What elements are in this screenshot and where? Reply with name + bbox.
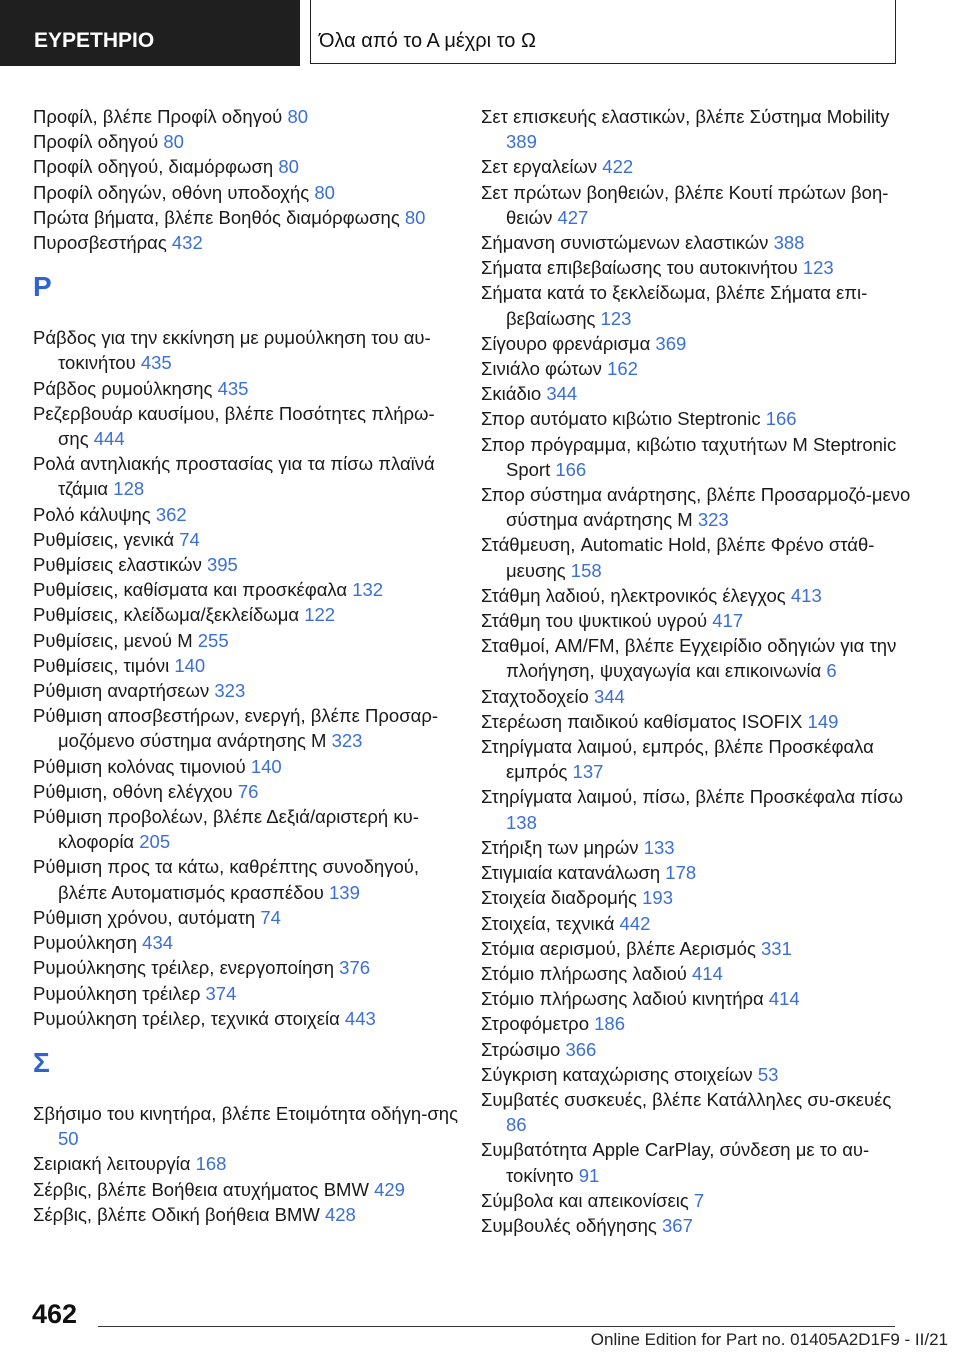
index-entry-page-link[interactable]: 168 <box>195 1153 227 1175</box>
index-entry <box>481 532 911 582</box>
index-entry-page-link[interactable]: 344 <box>593 685 625 707</box>
index-entry-page-link[interactable]: 122 <box>304 604 336 626</box>
index-entry-term: Ρύθμιση προς τα κάτω, καθρέπτης συνοδηγού, βλέπε Αυτοματισμός κρασπέδου <box>33 856 420 903</box>
index-entry <box>33 376 463 401</box>
index-entry-term: Προφίλ, βλέπε Προφίλ οδηγού <box>33 106 283 127</box>
index-entry-page-link[interactable]: 123 <box>802 257 834 279</box>
index-entry <box>481 961 911 986</box>
index-entry <box>481 331 911 356</box>
index-entry-page-link[interactable]: 414 <box>692 962 723 984</box>
index-entry-page-link[interactable]: 166 <box>765 408 797 430</box>
index-entry-page-link[interactable]: 442 <box>619 912 651 934</box>
index-entry-page-link[interactable]: 132 <box>352 579 384 601</box>
index-entry-page-link[interactable]: 389 <box>506 131 537 153</box>
index-entry-term: Προφίλ οδηγού <box>33 131 159 153</box>
index-entry-page-link[interactable]: 366 <box>565 1038 597 1060</box>
index-entry <box>33 230 463 255</box>
index-entry-page-link[interactable]: 429 <box>374 1178 405 1200</box>
index-entry-page-link[interactable]: 140 <box>174 654 206 676</box>
index-entry-term: Ρυθμίσεις, μενού M <box>33 629 193 651</box>
index-entry <box>33 754 463 779</box>
index-entry-term: Σινιάλο φώτων <box>481 358 602 380</box>
index-entry <box>33 804 463 854</box>
index-entry <box>33 1006 463 1031</box>
page-number: 462 <box>32 1299 78 1329</box>
index-entry <box>33 1202 463 1227</box>
index-entry-term: Συμβατές συσκευές, βλέπε Κατάλληλες συ-σκευές <box>481 1088 892 1110</box>
index-entry-term: Σέρβις, βλέπε Βοήθεια ατυχήματος BMW <box>33 1178 369 1200</box>
index-entry-page-link[interactable]: 414 <box>768 988 800 1010</box>
index-entry-page-link[interactable]: 6 <box>826 660 837 682</box>
index-entry <box>481 1037 911 1062</box>
index-entry-page-link[interactable]: 74 <box>260 906 281 928</box>
index-entry-term: Ρύθμιση προβολέων, βλέπε Δεξιά/αριστερή κυ-κλοφορία <box>33 806 419 853</box>
index-entry-term: Σπορ σύστημα ανάρτησης, βλέπε Προσαρμοζό-μενο σύστημα ανάρτησης M <box>481 484 911 531</box>
page-header <box>0 0 960 66</box>
index-entry-term: Στροφόμετρο <box>481 1013 589 1035</box>
index-entry-page-link[interactable]: 7 <box>693 1189 705 1211</box>
index-entry <box>481 381 911 406</box>
index-entry-term: Ρύθμιση αποσβεστήρων, ενεργή, βλέπε Προσαρ-μοζόμενο σύστημα ανάρτησης M <box>33 705 439 752</box>
index-entry <box>481 1137 911 1187</box>
index-entry-page-link[interactable]: 434 <box>142 932 174 954</box>
index-entry-term: Ρεζερβουάρ καυσίμου, βλέπε Ποσότητες πλήρω-σης <box>33 402 435 450</box>
index-entry <box>33 577 463 602</box>
index-entry-page-link[interactable]: 80 <box>278 156 299 178</box>
index-entry-page-link[interactable]: 323 <box>697 509 729 531</box>
index-entry-term: Σταχτοδοχείο <box>481 685 589 707</box>
index-entry-term: Στοιχεία διαδρομής <box>481 887 637 909</box>
index-entry-term: Σειριακή λειτουργία <box>33 1153 191 1175</box>
index-entry-page-link[interactable]: 178 <box>665 862 697 884</box>
index-entry-page-link[interactable]: 427 <box>557 206 589 228</box>
index-entry <box>481 255 911 280</box>
index-entry-term: Ρυθμίσεις, γενικά <box>33 528 175 550</box>
index-column-right <box>481 104 911 1238</box>
section-tab: ΕΥΡΕΤΗΡΙΟ <box>0 0 300 66</box>
index-entry <box>481 936 911 961</box>
index-entry-page-link[interactable]: 362 <box>155 503 187 525</box>
index-entry <box>33 552 463 577</box>
index-entry-term: Συμβουλές οδήγησης <box>481 1214 657 1236</box>
index-entry <box>481 860 911 885</box>
index-entry <box>33 628 463 653</box>
index-entry <box>33 502 463 527</box>
index-entry-page-link[interactable]: 76 <box>237 780 259 802</box>
index-entry <box>33 905 463 930</box>
index-entry-page-link[interactable]: 344 <box>546 383 578 405</box>
index-column-left <box>33 104 463 1227</box>
index-entry-page-link[interactable]: 74 <box>179 528 200 550</box>
index-entry <box>481 835 911 860</box>
index-entry-term: Πυροσβεστήρας <box>33 232 167 254</box>
index-entry-term: Ρύθμιση, οθόνη ελέγχου <box>33 780 233 802</box>
index-entry-page-link[interactable]: 374 <box>205 982 237 1004</box>
index-entry-term: Στοιχεία, τεχνικά <box>481 912 615 934</box>
index-entry <box>33 981 463 1006</box>
index-entry-term: Ρύθμιση χρόνου, αυτόματη <box>33 906 256 928</box>
index-entry-page-link[interactable]: 376 <box>339 957 371 979</box>
index-entry-term: Σήματα κατά το ξεκλείδωμα, βλέπε Σήματα επι-βεβαίωσης <box>481 282 868 329</box>
index-entry-term: Σπορ πρόγραμμα, κιβώτιο ταχυτήτων M Steptronic Sport <box>481 433 897 480</box>
index-entry-term: Στάθμη του ψυκτικού υγρού <box>481 610 708 632</box>
index-entry <box>481 1011 911 1036</box>
index-entry-term: Σήματα επιβεβαίωσης του αυτοκινήτου <box>481 257 798 279</box>
index-entry-term: Σύγκριση καταχώρισης στοιχείων <box>481 1063 753 1085</box>
index-entry-page-link[interactable]: 444 <box>93 428 125 450</box>
index-entry-term: Σκιάδιο <box>481 383 542 405</box>
index-entry-page-link[interactable]: 193 <box>642 887 673 909</box>
index-entry-page-link[interactable]: 186 <box>594 1013 625 1035</box>
index-entry-term: Προφίλ οδηγού, διαμόρφωση <box>33 156 274 178</box>
index-entry <box>481 104 911 154</box>
index-entry-term: Στόμιο πλήρωσης λαδιού κινητήρα <box>481 988 764 1010</box>
index-entry <box>481 1087 911 1137</box>
index-entry <box>481 583 911 608</box>
index-entry-term: Ράβδος ρυμούλκησης <box>33 377 213 399</box>
index-entry <box>33 180 463 205</box>
index-entry-term: Στιγμιαία κατανάλωση <box>481 862 661 884</box>
index-entry <box>481 734 911 784</box>
index-entry-term: Σπορ αυτόματο κιβώτιο Steptronic <box>481 408 761 430</box>
index-entry <box>481 911 911 936</box>
index-entry-term: Ρύθμιση κολόνας τιμονιού <box>33 755 246 777</box>
index-entry <box>481 406 911 431</box>
edition-info: Online Edition for Part no. 01405A2D1F9 - II/21 <box>590 1330 948 1349</box>
index-entry <box>33 653 463 678</box>
index-entry <box>33 104 463 129</box>
index-entry <box>33 401 463 451</box>
index-entry <box>481 180 911 230</box>
index-entry-term: Σετ επισκευής ελαστικών, βλέπε Σύστημα Mobility <box>481 106 890 127</box>
index-entry <box>481 633 911 683</box>
index-entry <box>33 527 463 552</box>
index-entry <box>481 482 911 532</box>
index-entry <box>33 602 463 627</box>
index-entry-term: Ρυμούλκηση <box>33 932 138 954</box>
index-entry-term: Προφίλ οδηγών, οθόνη υποδοχής <box>33 181 310 203</box>
index-entry <box>33 325 463 375</box>
index-entry <box>481 709 911 734</box>
index-entry <box>481 280 911 330</box>
index-entry-term: Πρώτα βήματα, βλέπε Βοηθός διαμόρφωσης <box>33 206 400 228</box>
index-entry-term: Σετ πρώτων βοηθειών, βλέπε Κουτί πρώτων βοη-θειών <box>481 181 889 228</box>
index-entry <box>33 154 463 179</box>
index-entry-page-link[interactable]: 162 <box>607 358 638 380</box>
index-entry-term: Στερέωση παιδικού καθίσματος ISOFIX <box>481 710 803 732</box>
index-entry-term: Στόμιο πλήρωσης λαδιού <box>481 962 687 984</box>
index-entry-page-link[interactable]: 139 <box>329 881 360 903</box>
index-entry-page-link[interactable]: 133 <box>643 836 675 858</box>
index-entry-page-link[interactable]: 138 <box>506 811 537 833</box>
index-entry <box>33 779 463 804</box>
index-entry-page-link[interactable]: 395 <box>206 554 238 576</box>
index-entry-term: Στρώσιμο <box>481 1038 561 1060</box>
index-entry <box>481 1062 911 1087</box>
index-entry-term: Σβήσιμο του κινητήρα, βλέπε Ετοιμότητα οδήγη-σης <box>33 1102 459 1124</box>
index-entry <box>481 356 911 381</box>
index-entry <box>33 451 463 501</box>
index-entry-page-link[interactable]: 80 <box>287 106 309 127</box>
index-entry-term: Ρυμούλκησης τρέιλερ, ενεργοποίηση <box>33 957 335 979</box>
index-entry-term: Ρύθμιση αναρτήσεων <box>33 680 210 702</box>
index-entry-page-link[interactable]: 80 <box>163 131 184 153</box>
index-entry <box>481 230 911 255</box>
index-entry <box>33 703 463 753</box>
index-entry-term: Ρολά αντηλιακής προστασίας για τα πίσω πλαϊνά τζάμια <box>33 453 435 500</box>
index-entry-page-link[interactable]: 137 <box>572 761 604 783</box>
index-entry-page-link[interactable]: 413 <box>790 584 822 606</box>
index-entry-term: Σέρβις, βλέπε Οδική βοήθεια BMW <box>33 1203 320 1225</box>
index-entry-term: Ρυθμίσεις, κλείδωμα/ξεκλείδωμα <box>33 604 300 626</box>
index-entry-page-link[interactable]: 86 <box>506 1114 527 1136</box>
index-entry-term: Ρυθμίσεις ελαστικών <box>33 554 202 576</box>
index-entry <box>33 1101 463 1151</box>
index-entry <box>481 684 911 709</box>
index-entry-page-link[interactable]: 432 <box>171 232 203 254</box>
index-entry-term: Στάθμευση, Automatic Hold, βλέπε Φρένο στάθ-μευσης <box>481 534 875 581</box>
index-entry-page-link[interactable]: 443 <box>344 1007 376 1029</box>
index-entry <box>481 608 911 633</box>
index-entry <box>481 432 911 482</box>
index-entry-term: Ρυθμίσεις, τιμόνι <box>33 654 170 676</box>
index-entry-page-link[interactable]: 205 <box>139 831 171 853</box>
index-entry <box>33 930 463 955</box>
index-entry-term: Σίγουρο φρενάρισμα <box>481 332 651 354</box>
index-entry <box>33 854 463 904</box>
index-entry <box>481 986 911 1011</box>
index-entry-page-link[interactable]: 80 <box>404 206 426 228</box>
index-entry <box>481 784 911 834</box>
index-entry <box>481 1213 911 1238</box>
index-entry-term: Ρυμούλκηση τρέιλερ, τεχνικά στοιχεία <box>33 1007 340 1029</box>
index-entry <box>33 129 463 154</box>
index-entry-page-link[interactable]: 428 <box>324 1203 356 1225</box>
index-entry-term: Στήριξη των μηρών <box>481 836 639 858</box>
index-entry-page-link[interactable]: 369 <box>655 332 687 354</box>
index-entry-page-link[interactable]: 435 <box>140 352 172 374</box>
index-entry-page-link[interactable]: 140 <box>250 755 282 777</box>
index-entry-page-link[interactable]: 91 <box>578 1164 600 1186</box>
index-entry-term: Σύμβολα και απεικονίσεις <box>481 1189 689 1211</box>
index-entry-page-link[interactable]: 123 <box>600 307 632 329</box>
index-entry-page-link[interactable]: 388 <box>773 232 805 254</box>
index-entry-term: Ρυμούλκηση τρέιλερ <box>33 982 201 1004</box>
index-entry-term: Στηρίγματα λαιμού, εμπρός, βλέπε Προσκέφαλα εμπρός <box>481 736 874 783</box>
index-entry-term: Ράβδος για την εκκίνηση με ρυμούλκηση του αυ-τοκινήτου <box>33 327 431 374</box>
index-entry <box>481 1188 911 1213</box>
index-entry-term: Στάθμη λαδιού, ηλεκτρονικός έλεγχος <box>481 584 786 606</box>
index-entry-term: Ρυθμίσεις, καθίσματα και προσκέφαλα <box>33 579 348 601</box>
index-entry-term: Συμβατότητα Apple CarPlay, σύνδεση με το αυ-τοκίνητο <box>481 1139 870 1186</box>
index-entry-term: Στόμια αερισμού, βλέπε Αερισμός <box>481 937 756 959</box>
index-entry-page-link[interactable]: 435 <box>217 377 249 399</box>
index-entry <box>33 1151 463 1176</box>
index-entry-page-link[interactable]: 128 <box>113 478 145 500</box>
footer-divider <box>98 1326 895 1327</box>
index-entry-page-link[interactable]: 417 <box>712 610 744 632</box>
index-entry-page-link[interactable]: 422 <box>602 156 634 178</box>
index-letter-heading: Σ <box>33 1046 50 1078</box>
index-entry <box>481 885 911 910</box>
index-entry-page-link[interactable]: 158 <box>570 559 602 581</box>
index-entry-page-link[interactable]: 166 <box>555 458 587 480</box>
index-letter-heading: Ρ <box>33 271 52 303</box>
index-entry-term: Σταθμοί, AM/FM, βλέπε Εγχειρίδιο οδηγιών για την πλοήγηση, ψυχαγωγία και επικοινωνία <box>481 635 897 682</box>
index-entry <box>33 205 463 230</box>
index-entry-page-link[interactable]: 50 <box>58 1128 79 1150</box>
index-entry-page-link[interactable]: 149 <box>807 710 839 732</box>
index-entry-page-link[interactable]: 255 <box>197 629 229 651</box>
index-entry-page-link[interactable]: 80 <box>314 181 335 203</box>
index-entry-term: Στηρίγματα λαιμού, πίσω, βλέπε Προσκέφαλα πίσω <box>481 786 904 808</box>
index-entry-term: Ρολό κάλυψης <box>33 503 151 525</box>
index-entry-page-link[interactable]: 323 <box>331 730 363 752</box>
index-entry-page-link[interactable]: 53 <box>757 1063 779 1085</box>
index-entry <box>33 678 463 703</box>
index-entry <box>481 154 911 179</box>
index-entry-page-link[interactable]: 331 <box>761 937 792 959</box>
index-entry-page-link[interactable]: 323 <box>214 680 246 702</box>
index-entry-term: Σετ εργαλείων <box>481 156 598 178</box>
index-entry <box>33 1177 463 1202</box>
index-entry-page-link[interactable]: 367 <box>662 1214 693 1236</box>
index-entry-term: Σήμανση συνιστώμενων ελαστικών <box>481 232 769 254</box>
index-entry <box>33 955 463 980</box>
section-subtitle: Όλα από το Α μέχρι το Ω <box>310 0 896 64</box>
